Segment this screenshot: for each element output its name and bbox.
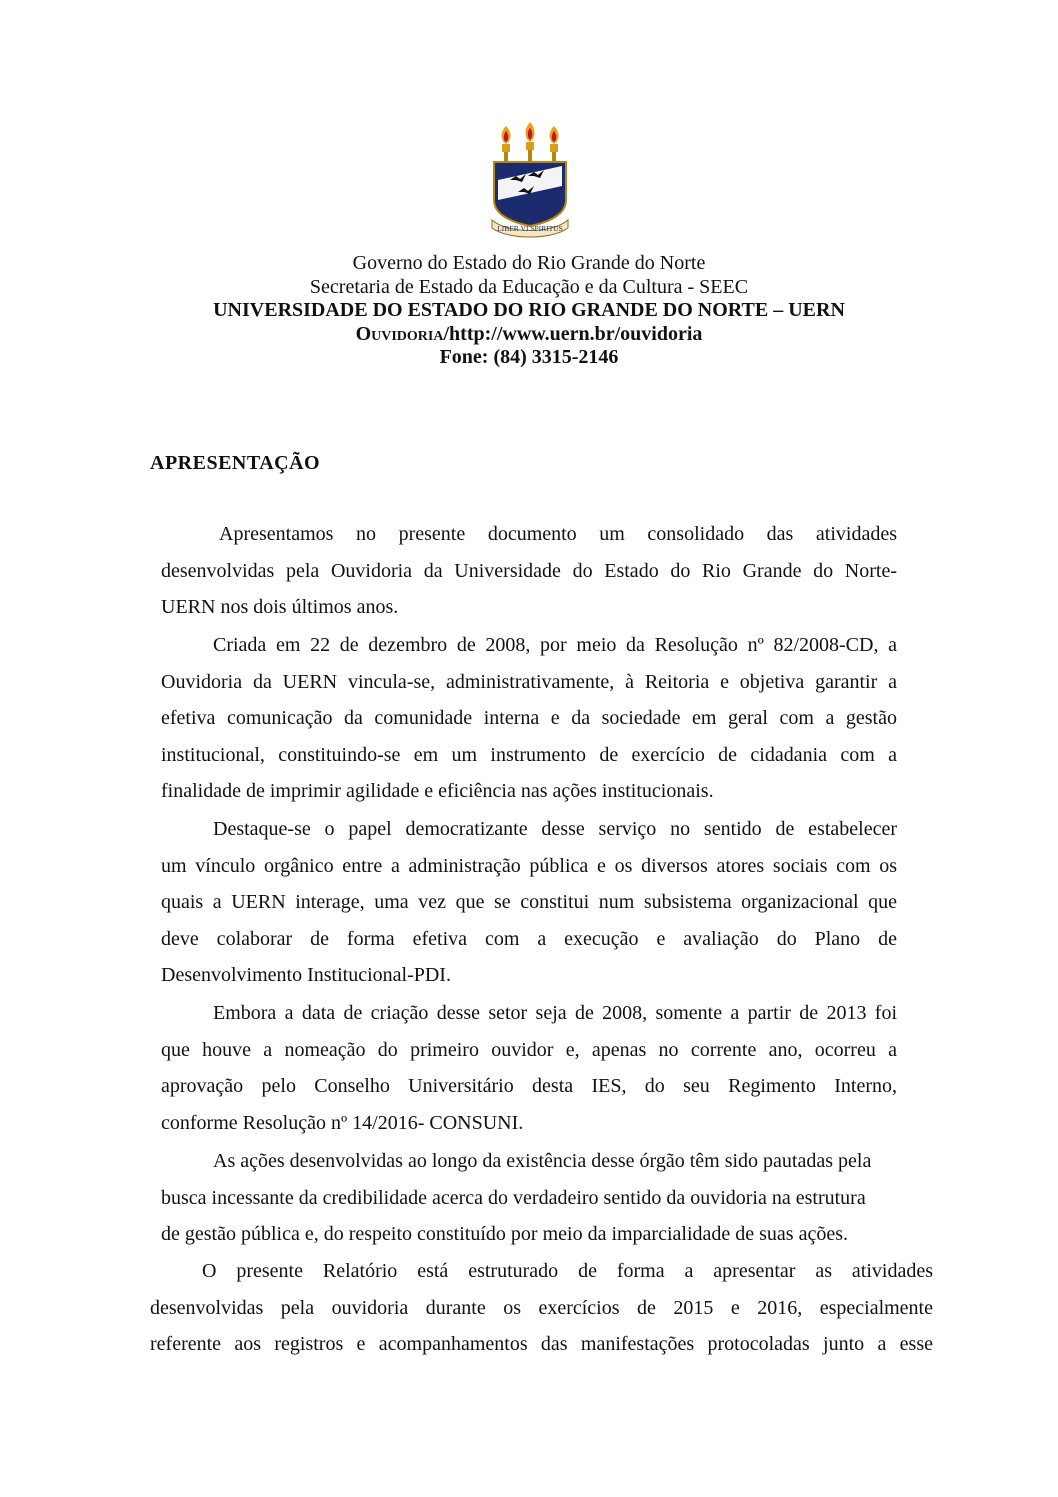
paragraph-6 (150, 1253, 933, 1363)
paragraph-line: desenvolvidas pela ouvidoria durante os exercícios de 2015 e 2016, especialmente (150, 1296, 933, 1319)
paragraph-line: busca incessante da credibilidade acerca do verdadeiro sentido da ouvidoria na estrutura (161, 1186, 866, 1209)
paragraph-line: efetiva comunicação da comunidade interna e da sociedade em geral com a gestão (161, 707, 897, 730)
emblem-motto: LIBER VI SPIRITUS (497, 224, 563, 233)
header-ouvidoria-label: Ouvidoria (355, 322, 444, 345)
paragraph-line: finalidade de imprimir agilidade e eficiência nas ações institucionais. (161, 780, 714, 803)
paragraph-line: UERN nos dois últimos anos. (161, 596, 399, 619)
paragraph-3 (161, 811, 897, 994)
header-secretariat-line: Secretaria de Estado da Educação e da Cultura - SEEC (309, 275, 749, 298)
paragraph-line: de gestão pública e, do respeito constituído por meio da imparcialidade de suas ações. (161, 1223, 849, 1246)
paragraph-line: Apresentamos no presente documento um consolidado das atividades (219, 523, 897, 545)
paragraph-line: institucional, constituindo-se em um instrumento de exercício de cidadania com a (161, 743, 897, 766)
torch-flames (502, 122, 559, 162)
paragraph-line: um vínculo orgânico entre a administração pública e os diversos atores sociais com os (161, 854, 897, 877)
paragraph-1 (161, 516, 897, 626)
paragraph-line: referente aos registros e acompanhamentos das manifestações protocoladas junto a esse (150, 1333, 933, 1356)
header-government-line: Governo do Estado do Rio Grande do Norte (352, 252, 706, 274)
shield-icon (494, 162, 566, 226)
paragraph-line: que houve a nomeação do primeiro ouvidor e, apenas no corrente ano, ocorreu a (161, 1038, 897, 1061)
paragraph-4 (161, 995, 897, 1141)
paragraph-5 (161, 1143, 919, 1253)
paragraph-line: Criada em 22 de dezembro de 2008, por meio da Resolução nº 82/2008-CD, a (213, 634, 897, 656)
uern-emblem-logo (488, 122, 572, 240)
header-phone: Fone: (84) 3315-2146 (439, 346, 619, 368)
document-header (0, 252, 1058, 370)
paragraph-line: Desenvolvimento Institucional-PDI. (161, 964, 451, 987)
paragraph-line: Destaque-se o papel democratizante desse serviço no sentido de estabelecer (213, 818, 897, 840)
paragraph-2 (161, 627, 897, 810)
paragraph-line: Ouvidoria da UERN vincula-se, administrativamente, à Reitoria e objetiva garantir a (161, 670, 897, 693)
header-ouvidoria-line (0, 323, 1058, 347)
paragraph-line: As ações desenvolvidas ao longo da existência desse órgão têm sido pautadas pela (213, 1150, 872, 1172)
paragraph-line: desenvolvidas pela Ouvidoria da Universidade do Estado do Rio Grande do Norte- (161, 559, 897, 582)
paragraph-line: aprovação pelo Conselho Universitário desta IES, do seu Regimento Interno, (161, 1075, 897, 1098)
paragraph-line: deve colaborar de forma efetiva com a execução e avaliação do Plano de (161, 927, 897, 950)
section-heading: APRESENTAÇÃO (150, 452, 321, 474)
header-university-name: UNIVERSIDADE DO ESTADO DO RIO GRANDE DO NORTE – UERN (213, 299, 845, 321)
paragraph-line: conforme Resolução nº 14/2016- CONSUNI. (161, 1111, 524, 1134)
paragraph-line: O presente Relatório está estruturado de forma a apresentar as atividades (202, 1260, 933, 1282)
header-ouvidoria-url[interactable]: /http://www.uern.br/ouvidoria (443, 322, 703, 345)
paragraph-line: quais a UERN interage, uma vez que se constitui num subsistema organizacional que (161, 891, 897, 914)
paragraph-line: Embora a data de criação desse setor seja de 2008, somente a partir de 2013 foi (213, 1002, 897, 1024)
